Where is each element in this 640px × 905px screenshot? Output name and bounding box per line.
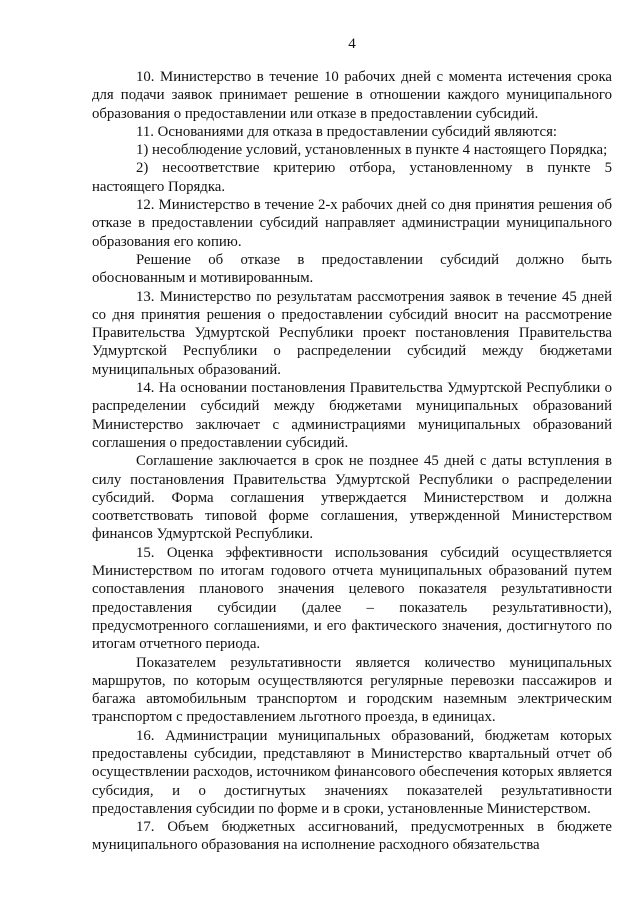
paragraph-12-cont: Решение об отказе в предоставлении субсидий должно быть обоснованным и мотивированным. bbox=[92, 251, 612, 287]
paragraph-11-item-2: 2) несоответствие критерию отбора, установленному в пункте 5 настоящего Порядка. bbox=[92, 160, 612, 195]
paragraph-11-item-1: 1) несоблюдение условий, установленных в пункте 4 настоящего Порядка; bbox=[136, 142, 608, 159]
paragraph-17: 17. Объем бюджетных ассигнований, предусмотренных в бюджете муниципального образования на исполнение расходного обязательства bbox=[92, 819, 612, 854]
paragraph-16: 16. Администрации муниципальных образований, бюджетам которых предоставлены субсидии, представляют в Министерство квартальный отчет об осуществлении расходов, источником финансового обеспечения которых является субсидия, и о достигнутых значениях показателей результативности предоставления субсидии по форме и в сроки, установленные Министерством. bbox=[92, 727, 613, 817]
paragraph-14: 14. На основании постановления Правительства Удмуртской Республики о распределении субсидий между бюджетами муниципальных образований Министерство заключает с администрациями муниципальных образований соглашения о предоставлении субсидий. bbox=[92, 380, 612, 451]
paragraph-15: 15. Оценка эффективности использования субсидий осуществляется Министерством по итогам годового отчета муниципальных образований путем сопоставления планового значения целевого показателя результативности предоставления субсидии (далее – показатель результативности), предусмотренного соглашениями, и его фактического значения, достигнутого по итогам отчетного периода. bbox=[92, 544, 612, 653]
document-page bbox=[92, 35, 612, 855]
page-number: 4 bbox=[348, 36, 356, 52]
paragraph-15-cont: Показателем результативности является количество муниципальных маршрутов, по которым осуществляются регулярные перевозки пассажиров и багажа автомобильным транспортом и городским наземным электрическим транспортом с предоставлением льготного проезда, в единицах. bbox=[92, 654, 612, 726]
paragraph-14-cont: Соглашение заключается в срок не позднее 45 дней с даты вступления в силу постановления Правительства Удмуртской Республики о распределении субсидий. Форма соглашения утверждается Министерством и должна соответствовать типовой форме соглашения, утвержденной Министерством финансов Удмуртской Республики. bbox=[92, 453, 612, 543]
paragraph-11: 11. Основаниями для отказа в предоставлении субсидий являются: bbox=[136, 123, 558, 140]
paragraph-10: 10. Министерство в течение 10 рабочих дней с момента истечения срока для подачи заявок принимает решение в отношении каждого муниципального образования о предоставлении или отказе в предоставлении субсидий. bbox=[92, 69, 612, 122]
paragraph-12: 12. Министерство в течение 2-х рабочих дней со дня принятия решения об отказе в предоставлении субсидий направляет администрации муниципального образования его копию. bbox=[92, 197, 612, 250]
paragraph-13: 13. Министерство по результатам рассмотрения заявок в течение 45 дней со дня принятия решения о предоставлении субсидий вносит на рассмотрение Правительства Удмуртской Республики проект постановления Правительства Удмуртской Республики о распределении субсидий между бюджетами муниципальных образований. bbox=[92, 288, 612, 378]
